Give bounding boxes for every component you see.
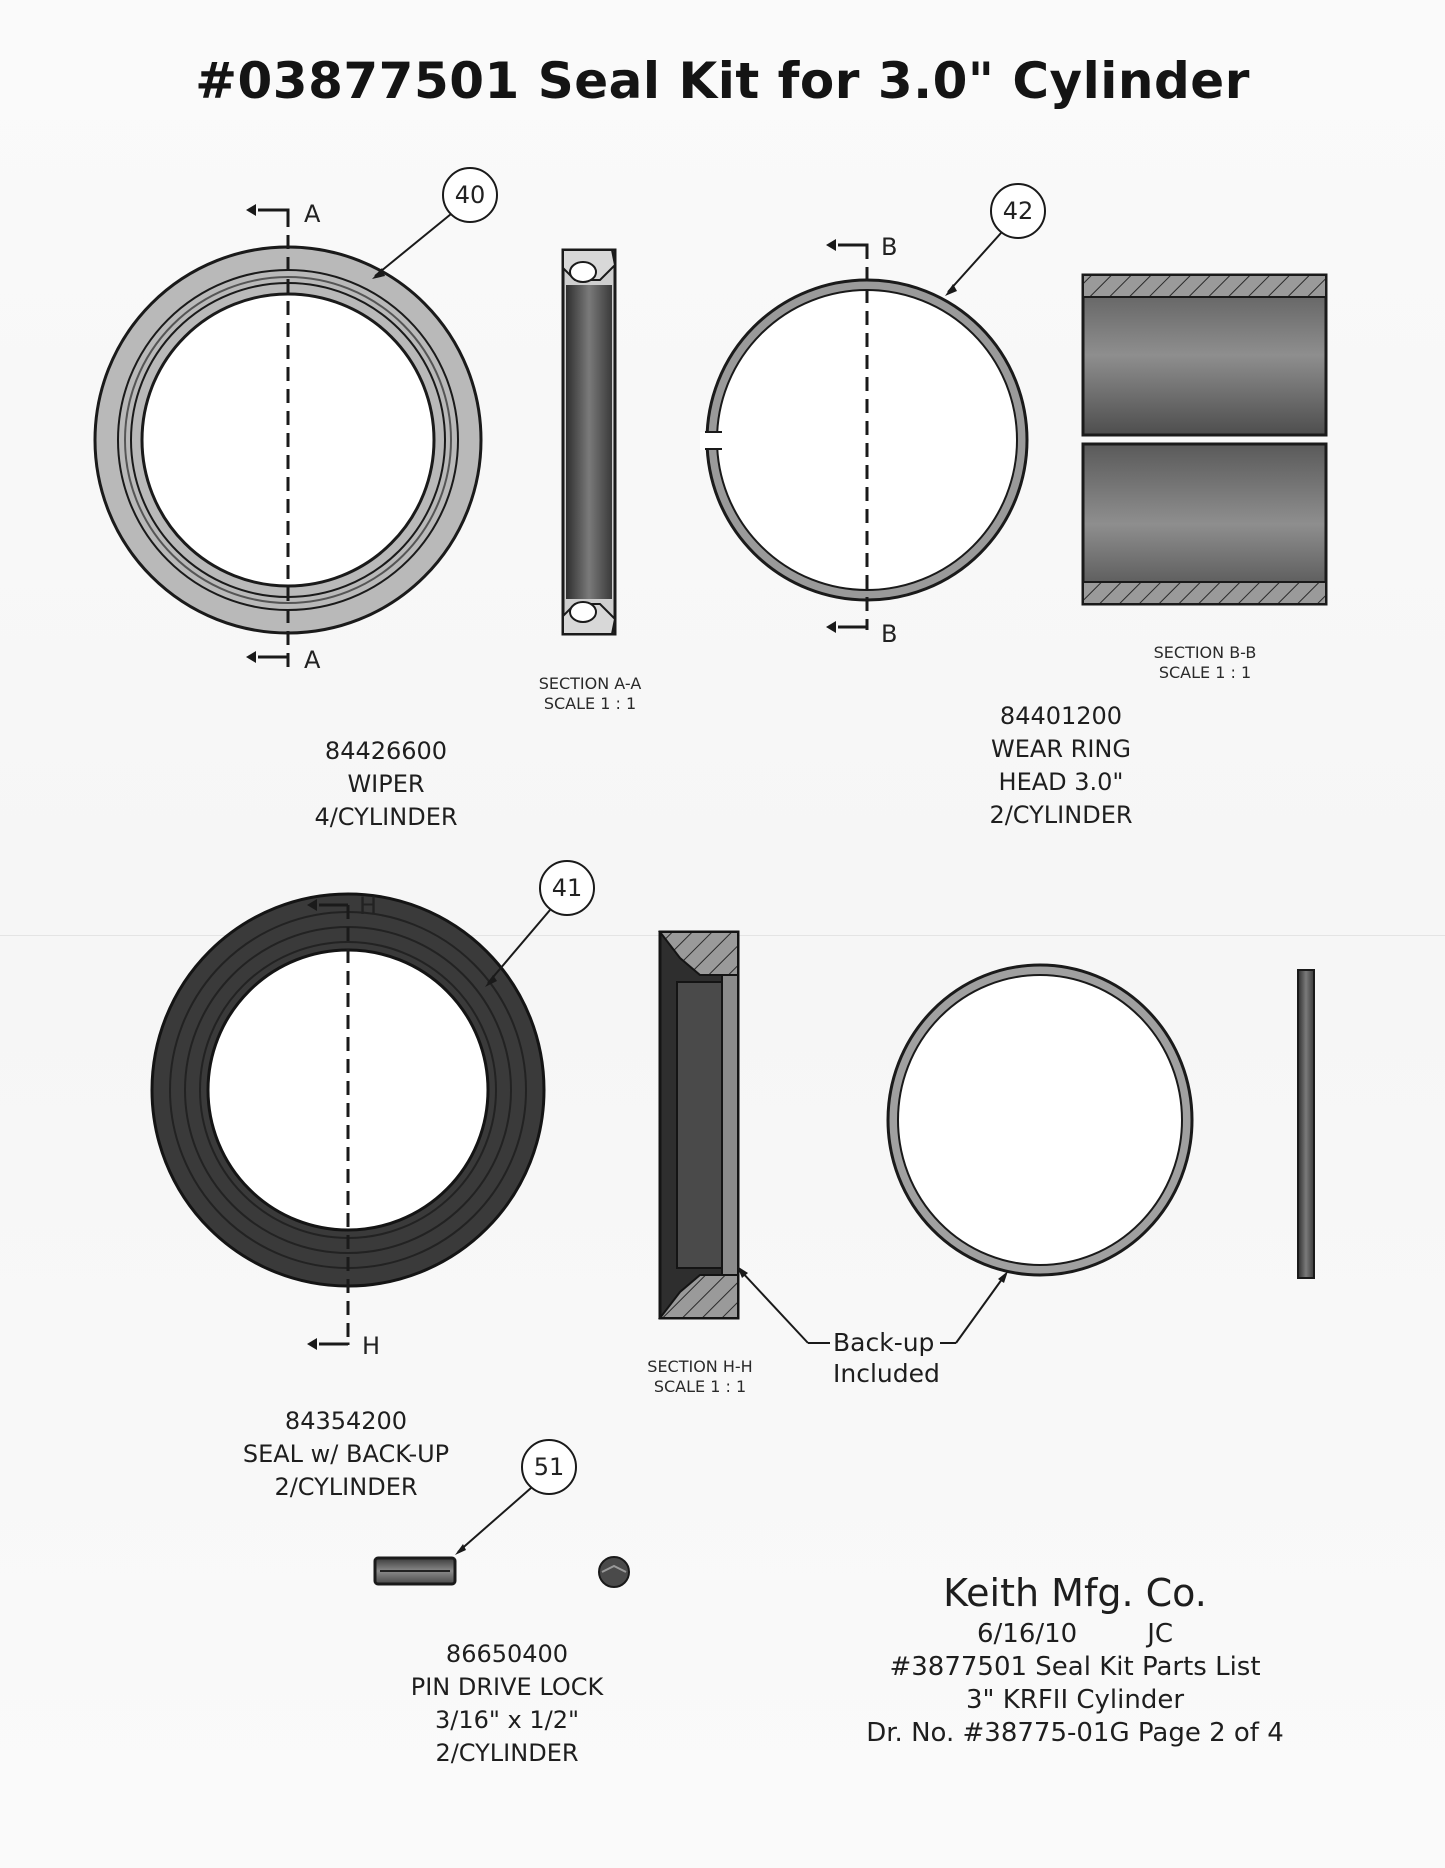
part-quantity: 2/CYLINDER bbox=[435, 1739, 579, 1767]
cut-letter-b-top: B bbox=[881, 233, 898, 261]
section-h-h-label bbox=[600, 1357, 800, 1397]
callout-41: 41 bbox=[551, 874, 583, 902]
title-block bbox=[865, 1568, 1285, 1750]
pin-side-view bbox=[375, 1558, 455, 1584]
section-b-b-scale: SCALE 1 : 1 bbox=[1158, 663, 1252, 682]
part-quantity: 2/CYLINDER bbox=[274, 1473, 418, 1501]
part-description: WIPER bbox=[347, 770, 425, 798]
cut-letter-a-bottom: A bbox=[304, 646, 321, 674]
part-label-wear-ring bbox=[911, 700, 1211, 832]
wiper-front-view bbox=[95, 213, 481, 667]
wear-ring-section-b-b bbox=[1083, 275, 1326, 604]
seal-front-view bbox=[152, 894, 544, 1345]
backup-note-line1: Back-up bbox=[833, 1328, 935, 1357]
backup-ring-edge-view bbox=[1298, 970, 1314, 1278]
part-quantity: 4/CYLINDER bbox=[314, 803, 458, 831]
date-row bbox=[865, 1618, 1285, 1651]
drawing-number: Dr. No. #38775-01G Page 2 of 4 bbox=[866, 1718, 1284, 1748]
part-description-2: HEAD 3.0" bbox=[998, 768, 1124, 796]
section-b-b-label bbox=[1105, 643, 1305, 683]
backup-note bbox=[833, 1327, 940, 1389]
page-title: #03877501 Seal Kit for 3.0" Cylinder bbox=[195, 52, 1250, 110]
parts-list-title: #3877501 Seal Kit Parts List bbox=[889, 1652, 1261, 1682]
backup-ring-front-view bbox=[888, 965, 1192, 1275]
section-a-a-scale: SCALE 1 : 1 bbox=[543, 694, 637, 713]
cut-letter-b-bottom: B bbox=[881, 620, 898, 648]
wear-ring-front-view bbox=[700, 245, 1027, 630]
callout-42: 42 bbox=[1002, 197, 1034, 225]
part-number: 84401200 bbox=[999, 702, 1123, 730]
wiper-section-a-a bbox=[563, 250, 615, 634]
part-number: 86650400 bbox=[445, 1640, 569, 1668]
company-name: Keith Mfg. Co. bbox=[943, 1571, 1207, 1615]
pin-end-view bbox=[599, 1557, 629, 1587]
cut-letter-h-top: H bbox=[359, 892, 378, 920]
drawn-by-initials: JC bbox=[1147, 1619, 1174, 1649]
part-quantity: 2/CYLINDER bbox=[989, 801, 1133, 829]
section-b-b-title: SECTION B-B bbox=[1153, 643, 1257, 662]
part-label-pin bbox=[357, 1638, 657, 1770]
cut-letter-a-top: A bbox=[304, 200, 321, 228]
cut-letter-h-bottom: H bbox=[362, 1332, 381, 1360]
part-description: PIN DRIVE LOCK bbox=[410, 1673, 604, 1701]
part-number: 84354200 bbox=[284, 1407, 408, 1435]
section-h-h-scale: SCALE 1 : 1 bbox=[653, 1377, 747, 1396]
callout-40: 40 bbox=[454, 181, 486, 209]
section-a-a-label bbox=[490, 674, 690, 714]
backup-note-line2: Included bbox=[833, 1359, 940, 1388]
cylinder-model: 3" KRFII Cylinder bbox=[965, 1685, 1185, 1715]
part-label-seal bbox=[196, 1405, 496, 1504]
part-label-wiper bbox=[236, 735, 536, 834]
drawing-date: 6/16/10 bbox=[976, 1619, 1078, 1649]
part-number: 84426600 bbox=[324, 737, 448, 765]
section-a-a-title: SECTION A-A bbox=[538, 674, 642, 693]
section-h-h-title: SECTION H-H bbox=[647, 1357, 753, 1376]
callout-51: 51 bbox=[533, 1453, 565, 1481]
part-description-2: 3/16" x 1/2" bbox=[434, 1706, 580, 1734]
seal-section-h-h bbox=[660, 932, 738, 1318]
part-description: SEAL w/ BACK-UP bbox=[242, 1440, 450, 1468]
part-description: WEAR RING bbox=[991, 735, 1131, 763]
